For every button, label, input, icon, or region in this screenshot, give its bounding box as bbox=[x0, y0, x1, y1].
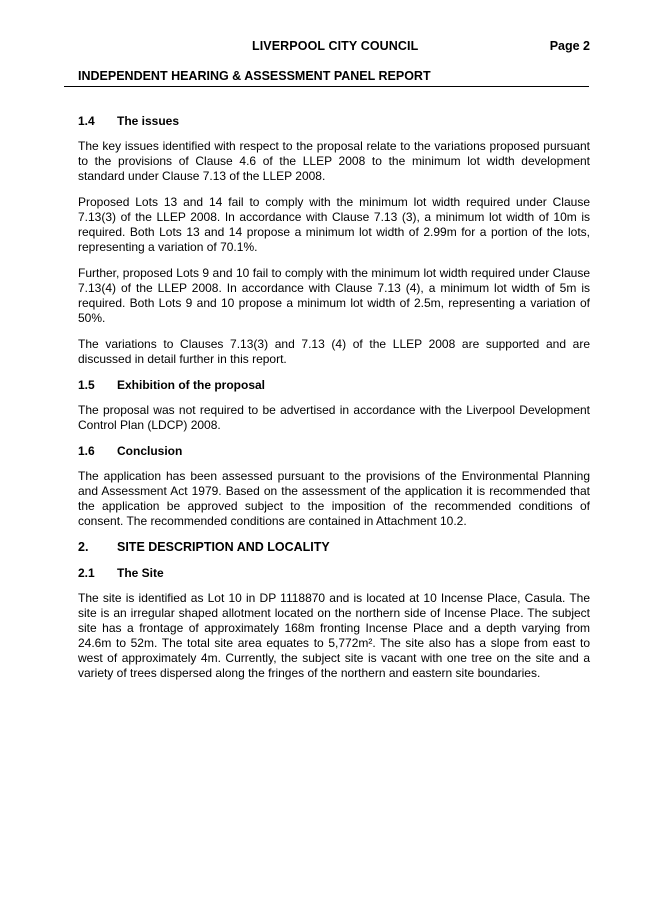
section-heading-2-1 bbox=[78, 566, 590, 581]
section-heading-1-4 bbox=[78, 114, 590, 129]
section-number: 1.5 bbox=[78, 378, 95, 392]
section-number: 2.1 bbox=[78, 566, 95, 580]
section-title: Exhibition of the proposal bbox=[117, 378, 265, 392]
header-divider bbox=[64, 86, 589, 87]
paragraph: Proposed Lots 13 and 14 fail to comply with the minimum lot width required under Clause 7.13(3) of the LLEP 2008. In accordance with Clause 7.13 (3), a minimum lot width of 10m is required. Both Lots 13 and 14 propose a minimum lot width of 2.99m for a portion of the lots, representing a variation of 70.1%. bbox=[78, 195, 590, 254]
council-name: LIVERPOOL CITY COUNCIL bbox=[252, 39, 419, 53]
section-title: Conclusion bbox=[117, 444, 183, 458]
paragraph: The proposal was not required to be advertised in accordance with the Liverpool Development Control Plan (LDCP) 2008. bbox=[78, 403, 590, 432]
section-number: 1.6 bbox=[78, 444, 95, 458]
section-number: 2. bbox=[78, 540, 89, 554]
paragraph: The application has been assessed pursuant to the provisions of the Environmental Planning and Assessment Act 1979. Based on the assessment of the application it is recommended that the application be approved subject to the imposition of the recommended conditions of consent. The recommended conditions are contained in Attachment 10.2. bbox=[78, 469, 590, 528]
paragraph: The key issues identified with respect to the proposal relate to the variations proposed pursuant to the provisions of Clause 4.6 of the LLEP 2008 to the minimum lot width development standard under Clause 7.13 of the LLEP 2008. bbox=[78, 139, 590, 183]
section-title: The Site bbox=[117, 566, 164, 580]
section-title: SITE DESCRIPTION AND LOCALITY bbox=[117, 540, 330, 554]
paragraph: Further, proposed Lots 9 and 10 fail to comply with the minimum lot width required under Clause 7.13(4) of the LLEP 2008. In accordance with Clause 7.13 (4), a minimum lot width of 5m is required. Both Lots 9 and 10 propose a minimum lot width of 2.5m, representing a variation of 50%. bbox=[78, 266, 590, 325]
paragraph: The variations to Clauses 7.13(3) and 7.13 (4) of the LLEP 2008 are supported and are discussed in detail further in this report. bbox=[78, 337, 590, 366]
report-title: INDEPENDENT HEARING & ASSESSMENT PANEL REPORT bbox=[78, 69, 431, 83]
page-number: Page 2 bbox=[549, 39, 590, 53]
section-number: 1.4 bbox=[78, 114, 95, 128]
section-heading-1-5 bbox=[78, 378, 590, 393]
report-body bbox=[78, 114, 590, 692]
section-heading-1-6 bbox=[78, 444, 590, 459]
section-heading-2 bbox=[78, 540, 590, 555]
section-title: The issues bbox=[117, 114, 180, 128]
paragraph: The site is identified as Lot 10 in DP 1118870 and is located at 10 Incense Place, Casula. The site is an irregular shaped allotment located on the northern side of Incense Place. The subject site has a frontage of approximately 168m fronting Incense Place and a depth varying from 24.6m to 52m. The total site area equates to 5,772m². The site also has a slope from east to west of approximately 4m. Currently, the subject site is vacant with one tree on the site and a variety of trees dispersed along the fringes of the northern and eastern site boundaries. bbox=[78, 591, 590, 680]
